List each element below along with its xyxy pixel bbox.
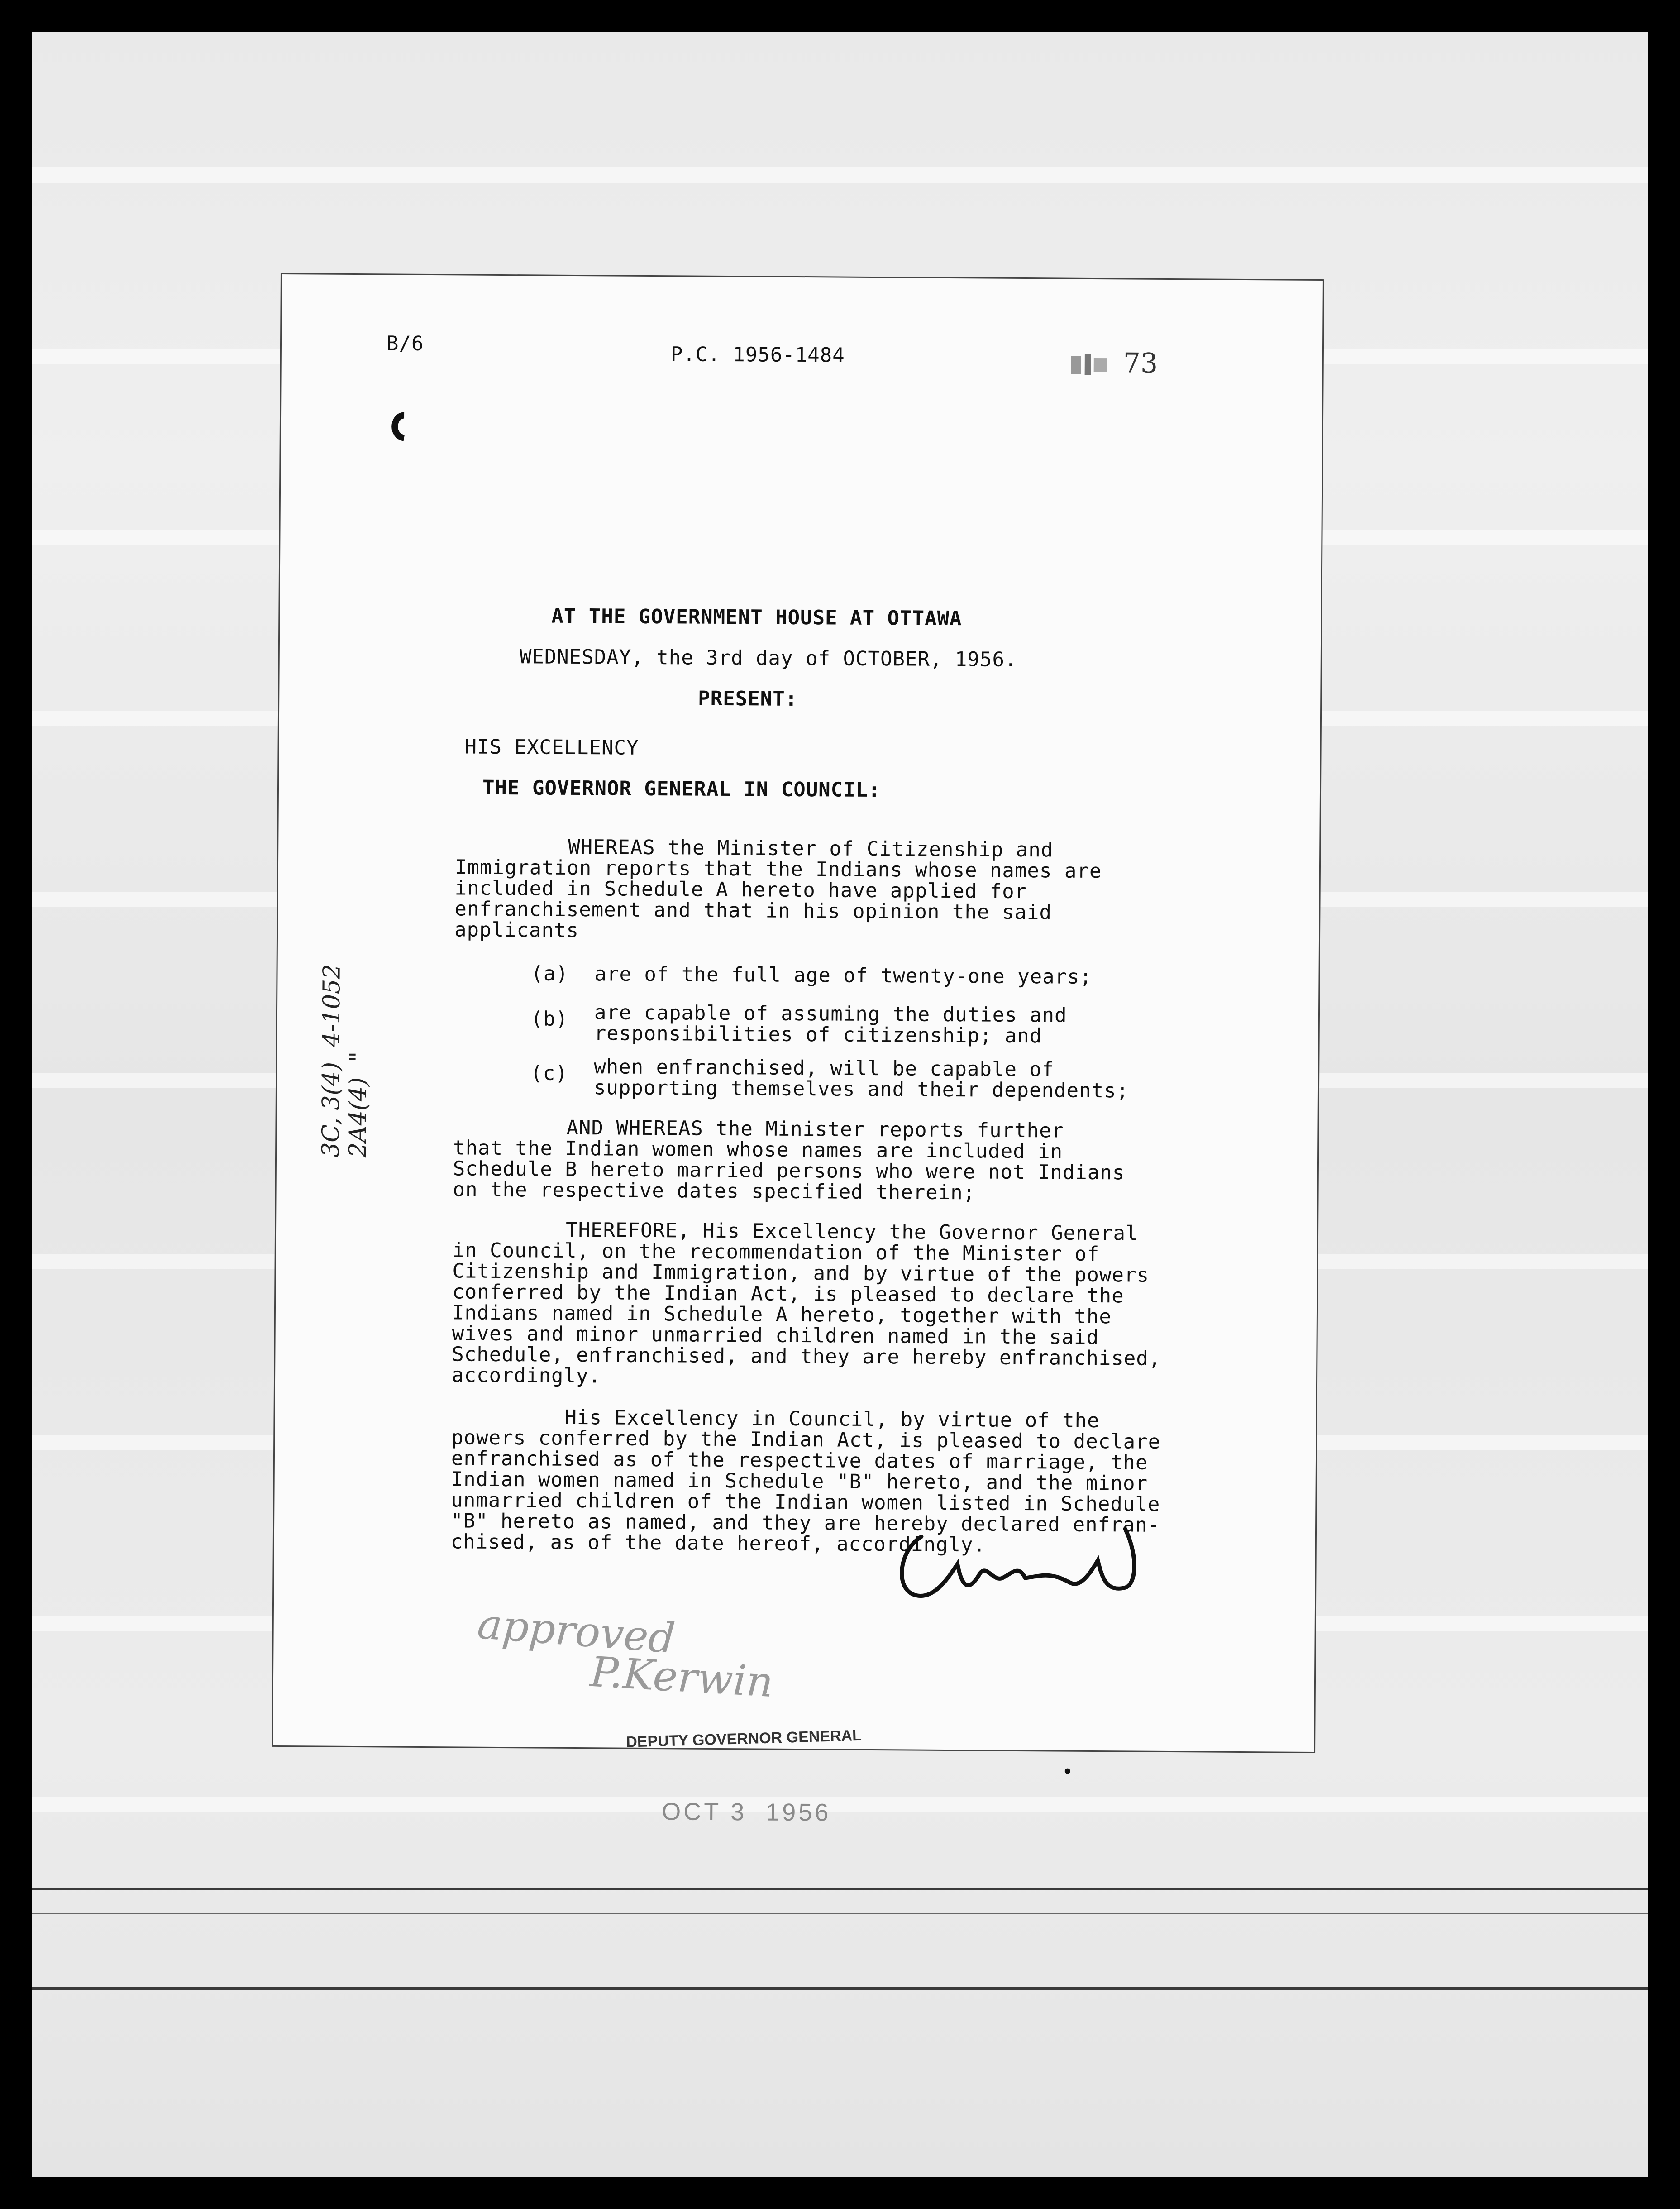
heading-line3: PRESENT:: [698, 687, 798, 711]
para4-line4: Indian women named in Schedule "B" hereto, and the minor: [451, 1468, 1148, 1495]
heading-line1: AT THE GOVERNMENT HOUSE AT OTTAWA: [551, 604, 962, 631]
para4-line2: powers conferred by the Indian Act, is pleased to declare: [451, 1426, 1161, 1454]
item-c-line1: when enfranchised, will be capable of: [594, 1055, 1055, 1081]
deputy-governor-stamp: DEPUTY GOVERNOR GENERAL: [625, 1726, 862, 1751]
para4-line5: unmarried children of the Indian women listed in Schedule: [451, 1488, 1160, 1516]
item-a-label: (a): [531, 962, 569, 985]
page-number: 73: [1123, 347, 1158, 379]
para3-line5: Indians named in Schedule A hereto, together with the: [452, 1301, 1112, 1329]
para2-line4: on the respective dates specified therein;: [453, 1178, 976, 1205]
film-rule-2: [32, 1913, 1648, 1914]
para3-line2: in Council, on the recommendation of the Minister of: [452, 1238, 1100, 1266]
para1-line3: included in Schedule A hereto have applied for: [454, 876, 1027, 904]
para1-line2: Immigration reports that the Indians whose names are: [454, 856, 1102, 883]
item-b-line2: responsibilities of citizenship; and: [594, 1022, 1042, 1048]
item-c-line2: supporting themselves and their dependents;: [593, 1076, 1129, 1103]
margin-note-line1: 3C, 3(4) 4-1052: [317, 964, 346, 1157]
para3-line8: accordingly.: [451, 1363, 601, 1388]
para4-line3: enfranchised as of the respective dates of marriage, the: [451, 1447, 1148, 1474]
para3-line7: Schedule, enfranchised, and they are hereby enfranchised,: [452, 1343, 1161, 1370]
date-stamp: OCT 3 1956: [662, 1798, 831, 1826]
pencil-approved-line1: approved: [476, 1599, 677, 1663]
address-line1: HIS EXCELLENCY: [464, 735, 639, 760]
item-a-line1: are of the full age of twenty-one years;: [594, 962, 1093, 989]
para3-line1: THEREFORE, His Excellency the Governor General: [565, 1218, 1138, 1245]
item-b-label: (b): [530, 1007, 568, 1031]
item-c-label: (c): [530, 1061, 568, 1085]
para2-line2: that the Indian women whose names are included in: [453, 1136, 1063, 1163]
punch-hole-icon: [386, 411, 413, 444]
para4-line6: "B" hereto as named, and they are hereby declared enfran-: [450, 1509, 1160, 1537]
address-line2: THE GOVERNOR GENERAL IN COUNCIL:: [482, 776, 881, 802]
film-rule-3: [32, 1987, 1648, 1990]
ink-dot: [1065, 1769, 1070, 1774]
heading-line2: WEDNESDAY, the 3rd day of OCTOBER, 1956.: [519, 645, 1017, 671]
para4-line7: chised, as of the date hereof, accordingly.: [450, 1530, 986, 1557]
para3-line6: wives and minor unmarried children named in the said: [452, 1322, 1099, 1349]
para3-line3: Citizenship and Immigration, and by virtue of the powers: [452, 1259, 1150, 1287]
item-b-line1: are capable of assuming the duties and: [594, 1001, 1067, 1027]
ink-smudge-mark: [1069, 352, 1114, 381]
order-number: P.C. 1956-1484: [670, 343, 845, 367]
para2-line3: Schedule B hereto married persons who were not Indians: [453, 1157, 1125, 1185]
para1-line5: applicants: [454, 918, 579, 942]
para4-line1: His Excellency in Council, by virtue of the: [564, 1406, 1100, 1433]
para1-line4: enfranchisement and that in his opinion the said: [454, 897, 1052, 924]
document-page: [272, 273, 1324, 1826]
file-code: B/6: [386, 332, 424, 355]
film-rule-1: [32, 1888, 1648, 1890]
para2-line1: AND WHEREAS the Minister reports further: [566, 1116, 1064, 1143]
pencil-approved-line2: P.Kerwin: [589, 1647, 775, 1707]
para3-line4: conferred by the Indian Act, is pleased to declare the: [452, 1280, 1124, 1308]
governor-signature-icon: [889, 1509, 1143, 1621]
para1-line1: WHEREAS the Minister of Citizenship and: [568, 835, 1054, 862]
margin-note-line2: 2A4(4) ": [344, 1051, 372, 1158]
